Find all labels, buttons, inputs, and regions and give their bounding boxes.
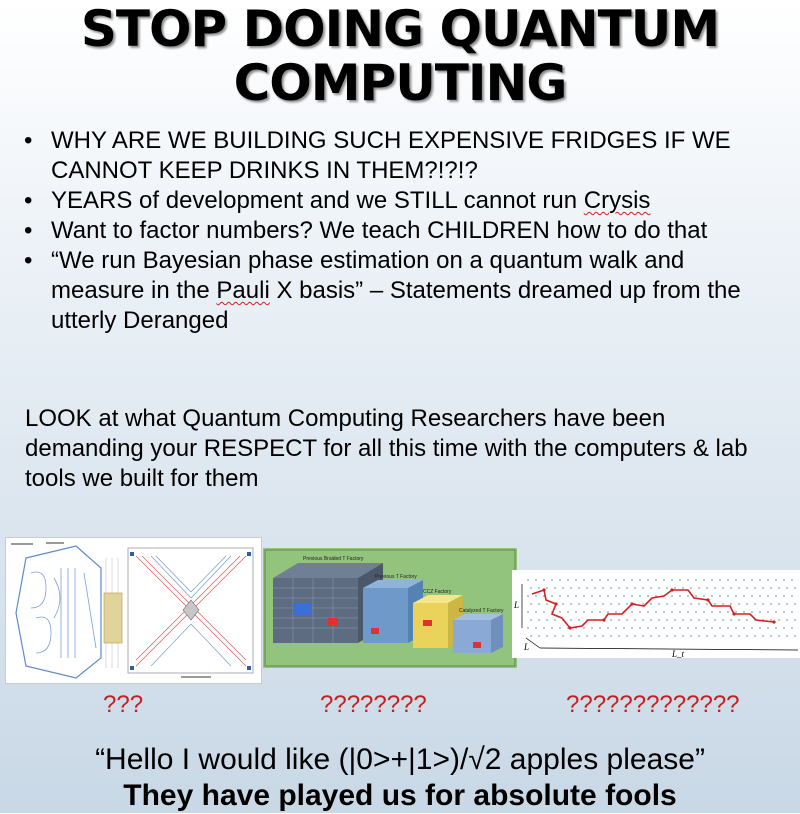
lattice-dot [770,587,772,589]
lattice-dot [575,595,577,597]
lattice-dot [703,579,705,581]
lattice-dot [767,579,769,581]
lattice-dot [658,603,660,605]
bullet-text: WHY ARE WE BUILDING SUCH EXPENSIVE FRIDGES IF WE CANNOT KEEP DRINKS IN THEM?!?!? [51,127,731,184]
lattice-dot [794,603,796,605]
lattice-dot [759,627,761,629]
factory-label-t: Previous T Factory [375,574,417,580]
lattice-dot [602,587,604,589]
lattice-dot [570,635,572,637]
bullet-text: Want to factor numbers? We teach CHILDREN how to do that [51,217,708,244]
lattice-dot [594,635,596,637]
lattice-dot [690,587,692,589]
lattice-dot [567,611,569,613]
factory-label-ccz: CCZ Factory [423,589,452,595]
lattice-dot [650,603,652,605]
lattice-dot [786,587,788,589]
lattice-dot [618,635,620,637]
lattice-drawing [512,570,800,658]
lattice-dot [754,587,756,589]
lattice-dot [770,635,772,637]
lattice-dot [711,627,713,629]
lattice-dot [687,611,689,613]
lattice-dot [610,635,612,637]
lattice-dot [719,579,721,581]
look-paragraph: LOOK at what Quantum Computing Researchers have been demanding your RESPECT for all this time with the computers & lab tools we built for them [25,405,748,492]
lattice-dot [599,579,601,581]
lattice-dot [530,635,532,637]
lattice-dot [607,579,609,581]
lattice-dot [727,579,729,581]
lattice-dot [618,603,620,605]
lattice-dot [586,635,588,637]
bullet-factor [22,216,782,246]
lattice-dot [703,595,705,597]
lattice-dot [658,635,660,637]
lattice-dot [791,579,793,581]
lattice-dot [575,579,577,581]
lattice-dot [791,627,793,629]
lattice-dot [559,595,561,597]
lattice-dot [687,627,689,629]
lattice-dot [735,611,737,613]
lattice-dot [674,619,676,621]
lattice-dot [642,603,644,605]
lattice-dot [775,611,777,613]
lattice-dot [666,635,668,637]
lattice-dot [642,587,644,589]
lattice-dot [535,579,537,581]
lattice-dot [743,611,745,613]
bullet-text: “We run Bayesian phase estimation on a quantum walk and measure in the [51,247,685,304]
lattice-dot [722,635,724,637]
lattice-dot [759,595,761,597]
lattice-dot [746,619,748,621]
lattice-dot [610,603,612,605]
caption-question-1: ??? [103,691,144,718]
lattice-dot [591,627,593,629]
lattice-dot [639,627,641,629]
lattice-dot [655,627,657,629]
lattice-dot [607,595,609,597]
lattice-dot [591,595,593,597]
lattice-dot [690,603,692,605]
caption-question-2: ???????? [320,691,427,718]
lattice-dot [607,627,609,629]
lattice-dot [786,603,788,605]
lattice-dot [679,579,681,581]
lattice-dot [559,579,561,581]
lattice-dot [783,595,785,597]
lattice-dot [615,579,617,581]
lattice-dot [738,635,740,637]
lattice-dot [775,627,777,629]
spellcheck-word-crysis: Crysis [583,187,651,214]
bullet-text: YEARS of development and we STILL cannot run [51,187,584,214]
lattice-dot [719,595,721,597]
lattice-dot [570,619,572,621]
lattice-dot [714,603,716,605]
lattice-dot [730,619,732,621]
lattice-dot [591,611,593,613]
lattice-dot [674,603,676,605]
lattice-dot [682,619,684,621]
lattice-dot [735,579,737,581]
lattice-dot [615,627,617,629]
lattice-dot [562,603,564,605]
lattice-dot [607,611,609,613]
bullet-bayesian [22,246,782,336]
lattice-dot [599,595,601,597]
lattice-dot [575,611,577,613]
lattice-dot [578,619,580,621]
lattice-dot [634,587,636,589]
lattice-dot [631,595,633,597]
lattice-dot [583,627,585,629]
lattice-dot [759,611,761,613]
lattice-dot [543,611,545,613]
lattice-dot [759,579,761,581]
lattice-dot [762,587,764,589]
lattice-dot [546,635,548,637]
lattice-dot [746,635,748,637]
quantum-walk-lattice-image [512,570,800,658]
lattice-dot [618,619,620,621]
lattice-dot [666,619,668,621]
lattice-dot [655,579,657,581]
lattice-dot [738,587,740,589]
lattice-dot [746,587,748,589]
lattice-dot [658,619,660,621]
spellcheck-word-pauli: Pauli [216,277,270,304]
lattice-dot [714,619,716,621]
lattice-dot [554,635,556,637]
lattice-dot [706,603,708,605]
lattice-dot [719,627,721,629]
lattice-dot [786,635,788,637]
lattice-dot [674,635,676,637]
lattice-dot [535,611,537,613]
lattice-dot [730,587,732,589]
lattice-dot [695,595,697,597]
lattice-dot [631,627,633,629]
lattice-dot [770,619,772,621]
lattice-dot [647,627,649,629]
lattice-dot [695,627,697,629]
lattice-dot [535,627,537,629]
lattice-dot [778,603,780,605]
lattice-dot [666,603,668,605]
lattice-dot [722,619,724,621]
lattice-dot [586,587,588,589]
lattice-dot [687,595,689,597]
lattice-dot [735,627,737,629]
lattice-dot [767,611,769,613]
lattice-dot [594,603,596,605]
lattice-dot [794,635,796,637]
lattice-dot [738,619,740,621]
lattice-dot [642,619,644,621]
lattice-dot [751,579,753,581]
lattice-dot [535,595,537,597]
lattice-dot [767,595,769,597]
bullet-list [22,126,782,336]
lattice-dot [783,611,785,613]
lattice-dot [791,595,793,597]
lattice-dot [794,587,796,589]
lattice-dot [727,611,729,613]
lattice-dot [671,579,673,581]
lattice-dot [623,595,625,597]
lattice-dot [711,579,713,581]
lattice-dot [527,627,529,629]
lattice-dot [679,611,681,613]
lattice-dot [586,603,588,605]
lattice-label-length: L_t [672,649,685,658]
t-factory-drawing [263,548,520,668]
t-factory-image [263,548,520,668]
lattice-dot [751,627,753,629]
chip-layout-image [5,537,262,684]
lattice-dot [778,619,780,621]
lattice-dot [711,595,713,597]
lattice-dot [570,587,572,589]
lattice-dot [567,579,569,581]
lattice-dot [599,611,601,613]
lattice-dot [634,635,636,637]
lattice-dot [679,627,681,629]
lattice-dot [530,619,532,621]
lattice-dot [583,579,585,581]
lattice-dot [754,635,756,637]
fools-line: They have played us for absolute fools [123,779,677,812]
factory-label-catalyzed: Catalyzed T Factory [459,608,504,614]
lattice-dot [682,603,684,605]
lattice-dot [615,595,617,597]
lattice-dot [698,587,700,589]
lattice-dot [663,579,665,581]
lattice-dot [714,635,716,637]
lattice-dot [743,595,745,597]
lattice-dot [546,587,548,589]
lattice-dot [610,587,612,589]
lattice-dot [754,603,756,605]
lattice-dot [543,627,545,629]
lattice-dot [730,635,732,637]
lattice-dot [783,579,785,581]
lattice-dot [538,619,540,621]
lattice-dot [762,603,764,605]
lattice-dot [626,635,628,637]
lattice-dot [762,635,764,637]
lattice-dot [554,587,556,589]
lattice-dot [538,635,540,637]
lattice-dot [671,627,673,629]
lattice-dot [527,595,529,597]
lattice-dot [794,619,796,621]
apples-quote: “Hello I would like (|0>+|1>)/√2 apples please” [95,743,705,776]
lattice-dot [650,635,652,637]
lattice-dot [538,603,540,605]
lattice-dot [623,579,625,581]
bullet-text: X basis” – Statements dreamed up from the utterly Deranged [51,277,741,334]
lattice-dot [583,595,585,597]
lattice-dot [698,635,700,637]
lattice-dot [703,611,705,613]
lattice-dot [786,619,788,621]
caption-question-3: ????????????? [566,691,740,718]
lattice-label-height: L [514,600,520,610]
lattice-dot [695,579,697,581]
lattice-dot [655,611,657,613]
lattice-dot [751,595,753,597]
factory-label-braided: Previous Braided T Factory [303,556,364,562]
title-line-2: COMPUTING [233,54,567,112]
lattice-dot [551,627,553,629]
lattice-dot [618,587,620,589]
bullet-crysis [22,186,782,216]
lattice-dot [746,603,748,605]
lattice-dot [658,587,660,589]
lattice-dot [690,619,692,621]
lattice-dot [722,587,724,589]
lattice-dot [639,611,641,613]
lattice-dot [538,587,540,589]
lattice-dot [546,603,548,605]
lattice-dot [767,627,769,629]
lattice-dot [626,603,628,605]
lattice-dot [663,611,665,613]
lattice-dot [727,627,729,629]
lattice-dot [706,619,708,621]
lattice-dot [599,627,601,629]
lattice-dot [626,619,628,621]
lattice-dot [687,579,689,581]
lattice-dot [551,579,553,581]
lattice-dot [551,595,553,597]
lattice-dot [527,611,529,613]
lattice-dot [602,635,604,637]
lattice-dot [695,611,697,613]
lattice-label-width: L [524,642,530,652]
lattice-dot [791,611,793,613]
lattice-dot [778,635,780,637]
lattice-dot [647,595,649,597]
lattice-dot [682,587,684,589]
lattice-dot [567,595,569,597]
lattice-dot [578,587,580,589]
lattice-dot [751,611,753,613]
lattice-dot [530,603,532,605]
lattice-dot [727,595,729,597]
lattice-dot [671,611,673,613]
lattice-dot [770,603,772,605]
lattice-dot [738,603,740,605]
chip-layout-drawing [6,538,261,683]
lattice-dot [591,579,593,581]
lattice-dot [775,595,777,597]
lattice-dot [594,587,596,589]
lattice-dot [562,587,564,589]
lattice-dot [698,619,700,621]
lattice-dot [634,619,636,621]
lattice-dot [578,635,580,637]
lattice-dot [647,611,649,613]
lattice-dot [719,611,721,613]
lattice-dot [706,635,708,637]
lattice-dot [714,587,716,589]
title-line-1: STOP DOING QUANTUM [80,0,720,58]
lattice-dot [543,579,545,581]
lattice-dot [682,635,684,637]
lattice-dot [778,587,780,589]
lattice-dot [690,635,692,637]
lattice-dot [570,603,572,605]
lattice-dot [610,619,612,621]
lattice-dot [530,587,532,589]
lattice-dot [602,603,604,605]
lattice-dot [698,603,700,605]
lattice-dot [671,595,673,597]
lattice-dot [722,603,724,605]
lattice-dot [546,619,548,621]
lattice-dot [674,587,676,589]
lattice-dot [642,635,644,637]
lattice-dot [559,611,561,613]
bullet-fridges [22,126,782,186]
lattice-dot [583,611,585,613]
lattice-dot [639,595,641,597]
lattice-dot [650,619,652,621]
lattice-dot [703,627,705,629]
lattice-dot [679,595,681,597]
lattice-dot [562,635,564,637]
lattice-dot [783,627,785,629]
lattice-dot [775,579,777,581]
lattice-dot [650,587,652,589]
lattice-dot [666,587,668,589]
lattice-dot [626,587,628,589]
lattice-dot [559,627,561,629]
lattice-dot [743,627,745,629]
lattice-dot [631,611,633,613]
lattice-dot [730,603,732,605]
lattice-dot [623,627,625,629]
lattice-dot [647,579,649,581]
lattice-dot [663,627,665,629]
lattice-dot [554,619,556,621]
lattice-dot [735,595,737,597]
slide-title [0,2,800,110]
lattice-dot [631,579,633,581]
lattice-dot [615,611,617,613]
lattice-dot [711,611,713,613]
lattice-dot [527,579,529,581]
lattice-dot [706,587,708,589]
lattice-dot [743,579,745,581]
lattice-dot [639,579,641,581]
lattice-dot [578,603,580,605]
